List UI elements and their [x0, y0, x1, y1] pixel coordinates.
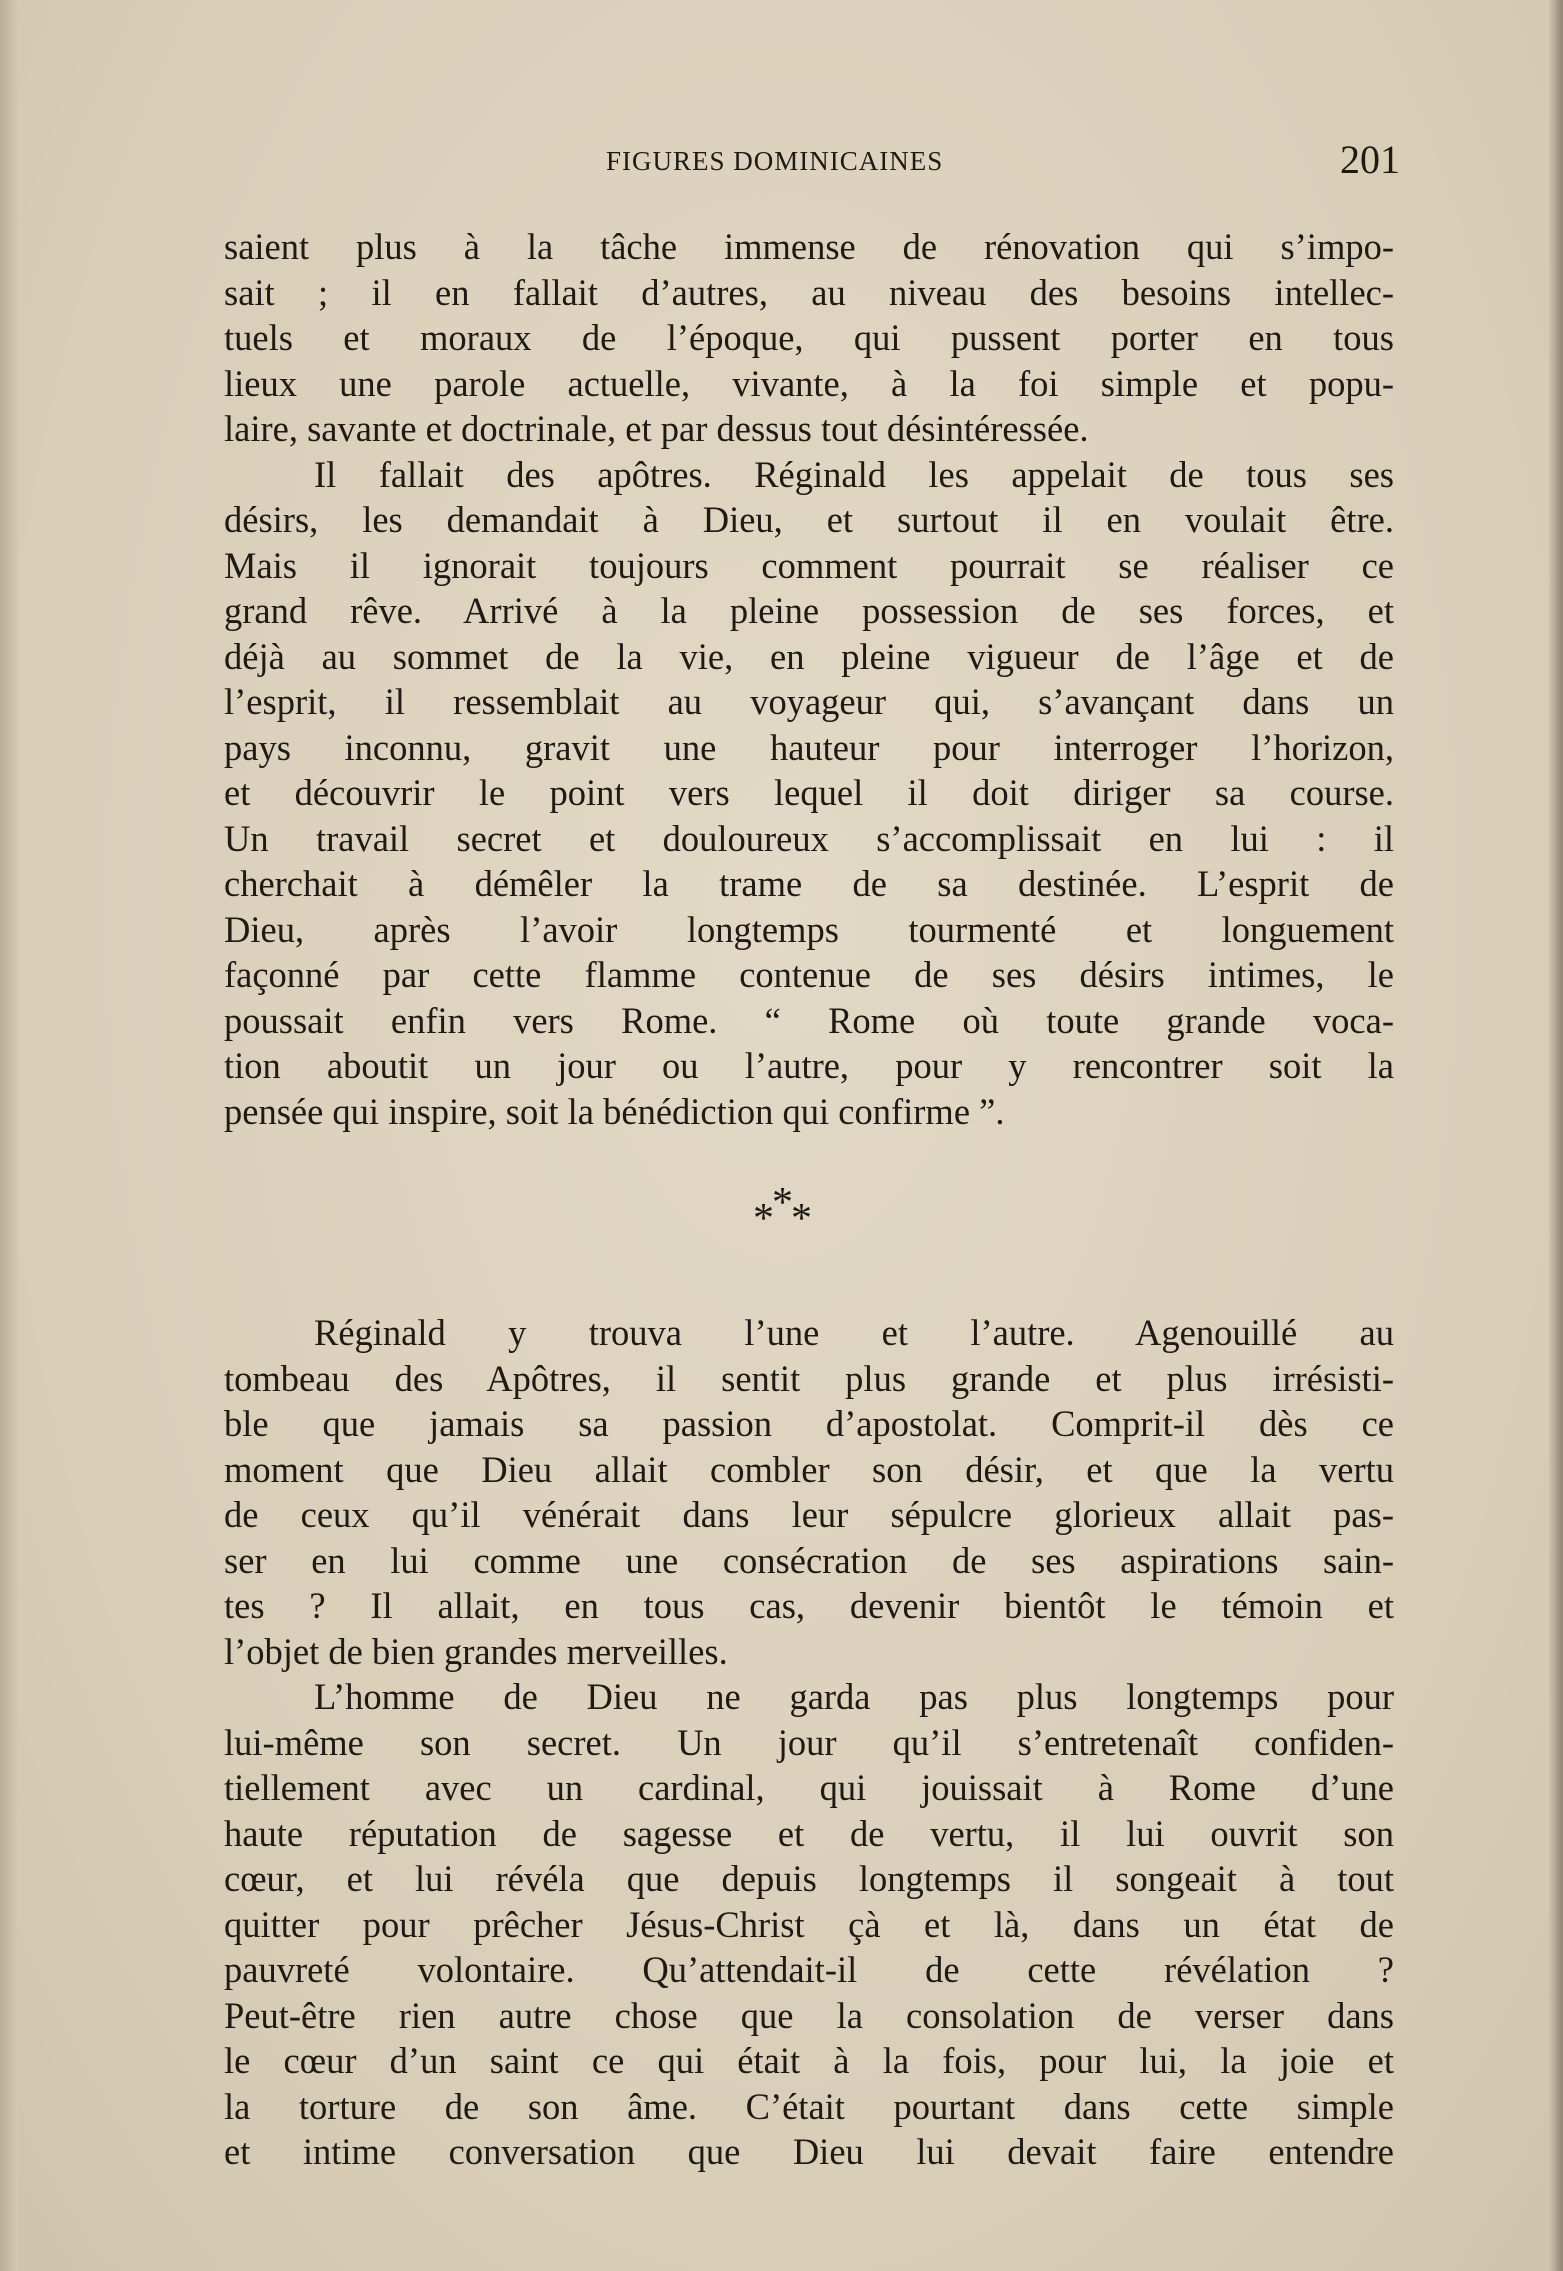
separator-asterisk: * — [791, 1196, 810, 1242]
separator-asterisk: * — [753, 1196, 772, 1242]
text-line: le cœur d’un saint ce qui était à la fois, pour lui, la joie et — [224, 2040, 1394, 2081]
text-line: poussait enfin vers Rome. “ Rome où toute grande voca- — [224, 999, 1394, 1041]
paragraph-block-2 — [224, 1310, 1394, 2175]
text-line: cherchait à démêler la trame de sa destinée. L’esprit de — [224, 863, 1394, 904]
text-line: grand rêve. Arrivé à la pleine possession de ses forces, et — [224, 590, 1394, 631]
text-line: tiellement avec un cardinal, qui jouissait à Rome d’une — [224, 1767, 1394, 1808]
page-number: 201 — [1340, 137, 1400, 182]
text-line: tombeau des Apôtres, il sentit plus grande et plus irrésisti- — [224, 1357, 1394, 1399]
text-line: lui-même son secret. Un jour qu’il s’entretenaît confiden- — [224, 1721, 1394, 1763]
text-line: Mais il ignorait toujours comment pourrait se réaliser ce — [224, 544, 1394, 586]
text-line: Réginald y trouva l’une et l’autre. Agenouillé au — [314, 1312, 1394, 1353]
text-line: de ceux qu’il vénérait dans leur sépulcre glorieux allait pas- — [224, 1494, 1394, 1535]
separator-asterisk: * — [772, 1180, 791, 1226]
text-line: Peut-être rien autre chose que la consolation de verser dans — [224, 1994, 1394, 2036]
page-left-edge — [0, 0, 18, 2271]
text-line: déjà au sommet de la vie, en pleine vigueur de l’âge et de — [224, 635, 1394, 677]
text-line: Dieu, après l’avoir longtemps tourmenté et longuement — [224, 908, 1394, 950]
text-line: tion aboutit un jour ou l’autre, pour y rencontrer soit la — [224, 1045, 1394, 1086]
text-line: tes ? Il allait, en tous cas, devenir bientôt le témoin et — [224, 1585, 1394, 1626]
text-line: L’homme de Dieu ne garda pas plus longtemps pour — [314, 1676, 1394, 1717]
text-line: ser en lui comme une consécration de ses aspirations sain- — [224, 1539, 1394, 1581]
text-line: haute réputation de sagesse et de vertu, il lui ouvrit son — [224, 1812, 1394, 1854]
section-separator — [0, 1180, 1563, 1243]
paragraph-block-1 — [224, 224, 1394, 1134]
text-line: cœur, et lui révéla que depuis longtemps il songeait à tout — [224, 1858, 1394, 1899]
text-line: laire, savante et doctrinale, et par dessus tout désintéressée. — [224, 408, 1089, 449]
text-line: Il fallait des apôtres. Réginald les appelait de tous ses — [314, 453, 1394, 495]
text-line: lieux une parole actuelle, vivante, à la foi simple et popu- — [224, 362, 1394, 404]
text-line: pauvreté volontaire. Qu’attendait-il de cette révélation ? — [224, 1949, 1394, 1990]
text-line: la torture de son âme. C’était pourtant dans cette simple — [224, 2085, 1394, 2127]
text-line: et intime conversation que Dieu lui devait faire entendre — [224, 2131, 1394, 2172]
page-right-edge — [1549, 0, 1563, 2271]
text-line: ble que jamais sa passion d’apostolat. Comprit-il dès ce — [224, 1403, 1394, 1444]
text-line: saient plus à la tâche immense de rénovation qui s’impo- — [224, 226, 1394, 267]
text-line: l’objet de bien grandes merveilles. — [224, 1630, 728, 1672]
text-line: pays inconnu, gravit une hauteur pour interroger l’horizon, — [224, 726, 1394, 768]
running-title: FIGURES DOMINICAINES — [606, 146, 944, 176]
text-line: quitter pour prêcher Jésus-Christ çà et là, dans un état de — [224, 1903, 1394, 1945]
text-line: désirs, les demandait à Dieu, et surtout il en voulait être. — [224, 499, 1394, 540]
text-line: pensée qui inspire, soit la bénédiction qui confirme ”. — [224, 1090, 1005, 1132]
page-header — [224, 136, 1400, 186]
text-line: l’esprit, il ressemblait au voyageur qui, s’avançant dans un — [224, 681, 1394, 722]
text-line: et découvrir le point vers lequel il doit diriger sa course. — [224, 772, 1394, 813]
text-line: tuels et moraux de l’époque, qui pussent porter en tous — [224, 317, 1394, 358]
text-line: sait ; il en fallait d’autres, au niveau des besoins intellec- — [224, 271, 1394, 313]
text-line: façonné par cette flamme contenue de ses désirs intimes, le — [224, 954, 1394, 995]
text-line: moment que Dieu allait combler son désir, et que la vertu — [224, 1448, 1394, 1490]
text-line: Un travail secret et douloureux s’accomplissait en lui : il — [224, 817, 1394, 859]
